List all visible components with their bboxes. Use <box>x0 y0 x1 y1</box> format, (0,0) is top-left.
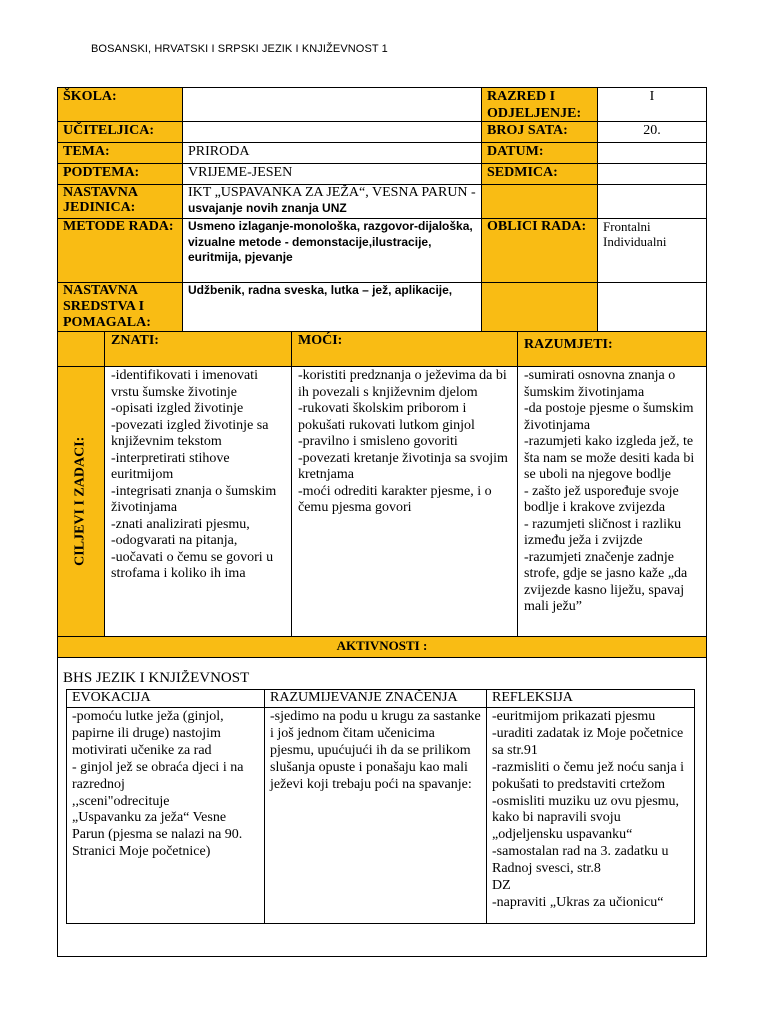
value-nastavna-jedinica <box>183 185 481 218</box>
goals-header-znati: ZNATI: <box>105 332 291 366</box>
goals-header-razumjeti: RAZUMJETI: <box>518 332 706 366</box>
col-header-refleksija: REFLEKSIJA <box>492 690 573 705</box>
razumjeti-item: -da postoje pjesme o šumskim životinjama <box>524 401 694 433</box>
label-nastavna-jedinica: NASTAVNA JEDINICA: <box>58 185 182 218</box>
znati-item: -identifikovati i imenovati vrstu šumske životinje <box>111 368 258 400</box>
goals-razumjeti <box>518 367 706 636</box>
label-nastavna-sredstva: NASTAVNA SREDSTVA I POMAGALA: <box>58 283 182 331</box>
label-datum: DATUM: <box>482 143 597 163</box>
moci-item: -rukovati školskim priborom i pokušati rukovati lutkom ginjol <box>298 401 475 433</box>
evokacija-item: - ginjol jež se obraća djeci i na razrednoj <box>72 759 244 792</box>
label-sedmica: SEDMICA: <box>482 164 597 184</box>
value-razred: I <box>649 89 655 104</box>
value-uciteljica <box>183 122 481 142</box>
value-podtema: VRIJEME-JESEN <box>188 165 293 180</box>
nastavna-jedinica-title: IKT „USPAVANKA ZA JEŽA“, VESNA PARUN - <box>188 185 476 200</box>
evokacija-item: ,,sceni"odrecituje <box>72 793 170 809</box>
value-metode-rada: Usmeno izlaganje-monološka, razgovor-dijaloška, vizualne metode - demonstacije,ilustracije, euritmija, pjevanje <box>188 219 473 264</box>
label-uciteljica: UČITELJICA: <box>58 122 182 142</box>
goals-header-moci: MOĆI: <box>292 332 517 366</box>
empty-yellow-cell <box>482 283 597 331</box>
znati-item: -znati analizirati pjesmu, <box>111 516 250 532</box>
empty-yellow-cell <box>482 185 597 218</box>
razumjeti-item: - zašto jež uspoređuje svoje bodlje i krakove zvijezda <box>524 483 679 515</box>
moci-item: -povezati kretanje životinja sa svojim kretnjama <box>298 450 508 482</box>
activities-subject: BHS JEZIK I KNJIŽEVNOST <box>63 670 250 686</box>
refleksija-item: -samostalan rad na 3. zadatku u Radnoj svesci, str.8 <box>492 844 669 877</box>
label-oblici-rada: OBLICI RADA: <box>482 219 597 282</box>
value-broj-sata: 20. <box>643 123 661 138</box>
znati-item: -interpretirati stihove euritmijom <box>111 450 230 482</box>
activities-refleksija <box>487 708 694 923</box>
empty-cell <box>598 283 706 331</box>
label-skola: ŠKOLA: <box>58 88 182 121</box>
moci-item: -pravilno i smisleno govoriti <box>298 434 458 449</box>
oblik-frontalni: Frontalni <box>603 219 651 234</box>
value-skola <box>183 88 481 121</box>
value-tema: PRIRODA <box>188 144 250 159</box>
value-nastavna-sredstva: Udžbenik, radna sveska, lutka – jež, aplikacije, <box>188 283 453 297</box>
activities-razumijevanje <box>265 708 486 923</box>
label-razred: RAZRED I ODJELJENJE: <box>482 88 597 121</box>
empty-cell <box>598 185 706 218</box>
label-tema: TEMA: <box>58 143 182 163</box>
znati-item: -uočavati o čemu se govori u strofama i koliko ih ima <box>111 549 274 581</box>
lesson-plan-table <box>57 87 707 957</box>
goals-corner <box>58 332 104 366</box>
label-podtema: PODTEMA: <box>58 164 182 184</box>
value-datum <box>598 143 706 163</box>
refleksija-item: -razmisliti o čemu jež noću sanja i pokušati to predstaviti crtežom <box>492 759 685 792</box>
activities-table <box>66 689 695 924</box>
refleksija-item: -uraditi zadatak iz Moje početnice sa str.91 <box>492 725 684 758</box>
activities-evokacija <box>67 708 264 923</box>
razumjeti-item: -razumjeti kako izgleda jež, te šta nam se može desiti kada bi se uboli na njegove bodlje <box>524 434 695 482</box>
znati-item: -odogvarati na pitanja, <box>111 533 238 548</box>
evokacija-item: „Uspavanku za ježa“ Vesne Parun (pjesma se nalazi na 90. Stranici Moje početnice) <box>72 810 243 860</box>
col-header-evokacija: EVOKACIJA <box>72 690 151 705</box>
znati-item: -povezati izgled životinje sa književnim tekstom <box>111 417 269 449</box>
col-header-razumijevanje: RAZUMIJEVANJE ZNAČENJA <box>270 690 458 705</box>
refleksija-item: -osmisliti muziku uz ovu pjesmu, kako bi napravili svoju „odjeljensku uspavanku“ <box>492 793 680 843</box>
label-metode-rada: METODE RADA: <box>58 219 182 282</box>
razumjeti-item: -sumirati osnovna znanja o šumskim životinjama <box>524 368 676 400</box>
goals-side-label: CILJEVI I ZADACI: <box>72 436 88 567</box>
label-broj-sata: BROJ SATA: <box>482 122 597 142</box>
nastavna-jedinica-type: usvajanje novih znanja UNZ <box>188 201 347 215</box>
goals-side-label-cell <box>58 367 104 636</box>
oblik-individualni: Individualni <box>603 234 667 249</box>
razumjeti-item: - razumjeti sličnost i razliku između ježa i zvijzde <box>524 516 682 548</box>
refleksija-item: DZ <box>492 878 511 894</box>
razumjeti-item: -razumjeti značenje zadnje strofe, gdje se jasno kaže „da zvijezde kasno liježu, spavaj mali ježu” <box>524 549 688 614</box>
refleksija-item: -napraviti „Ukras za učionicu“ <box>492 894 664 910</box>
document-header: BOSANSKI, HRVATSKI I SRPSKI JEZIK I KNJIŽEVNOST 1 <box>91 43 388 55</box>
razumijevanje-item: -sjedimo na podu u krugu za sastanke i još jednom čitam učenicima pjesmu, upućujući ih da se prilikom slušanja opuste i ponašaju kao mali ježevi koji trebaju poći na spavanje: <box>270 709 481 792</box>
refleksija-item: -euritmijom prikazati pjesmu <box>492 709 656 724</box>
value-sedmica <box>598 164 706 184</box>
evokacija-item: -pomoću lutke ježa (ginjol, papirne ili druge) nastojim motivirati učenike za rad <box>72 709 224 758</box>
activities-header: AKTIVNOSTI : <box>58 637 706 657</box>
value-oblici-rada <box>598 219 706 282</box>
moci-item: -koristiti predznanja o ježevima da bi ih povezali s književnim djelom <box>298 368 507 400</box>
goals-znati <box>105 367 291 636</box>
znati-item: -opisati izgled životinje <box>111 401 244 416</box>
goals-moci <box>292 367 517 636</box>
moci-item: -moći odrediti karakter pjesme, i o čemu pjesma govori <box>298 483 492 515</box>
znati-item: -integrisati znanja o šumskim životinjama <box>111 483 277 515</box>
